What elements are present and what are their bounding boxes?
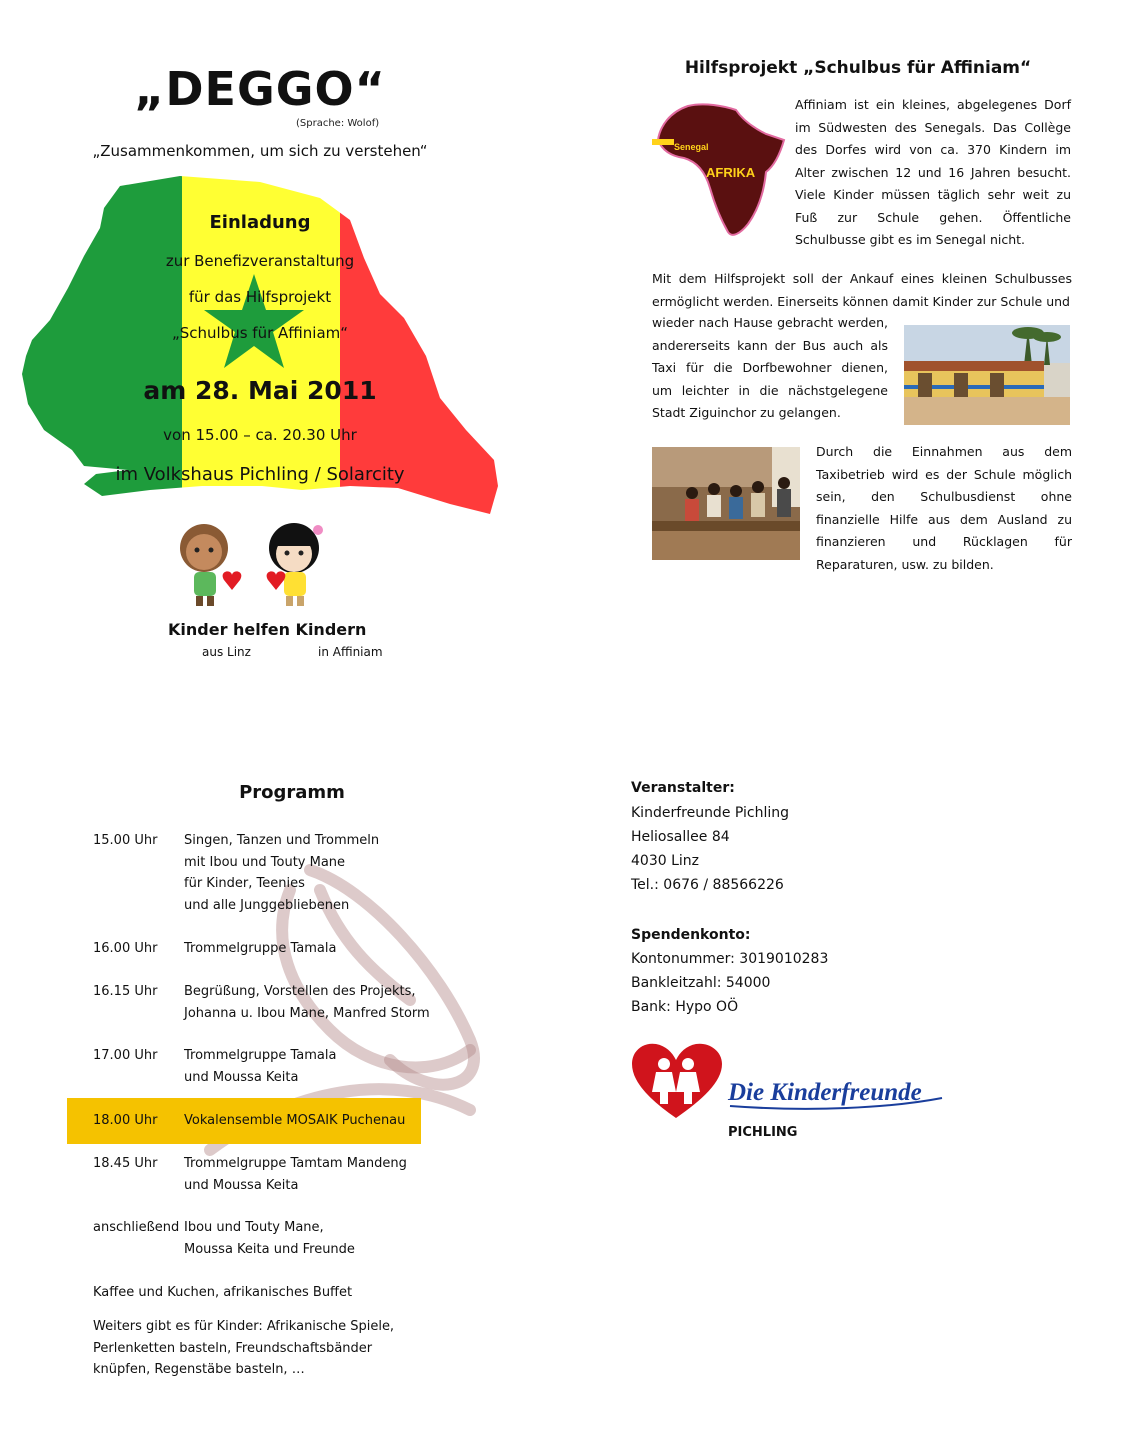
logo-wordmark: Die Kinderfreunde xyxy=(728,1079,922,1106)
programme-time: anschließend xyxy=(93,1220,180,1235)
bank-name: Bank: Hypo OÖ xyxy=(631,999,739,1015)
programme-title: Programm xyxy=(239,782,345,803)
programme-entry: Trommelgruppe Tamala xyxy=(184,941,337,956)
project-title: Hilfsprojekt „Schulbus für Affiniam“ xyxy=(684,58,1032,78)
invitation-line-3: „Schulbus für Affiniam“ xyxy=(171,324,349,342)
programme-time: 18.00 Uhr xyxy=(93,1113,158,1128)
bank-code: Bankleitzahl: 54000 xyxy=(631,975,771,991)
programme-entry: Trommelgruppe Tamala und Moussa Keita xyxy=(184,1048,337,1085)
organizer-name: Kinderfreunde Pichling xyxy=(631,805,790,821)
programme-time: 16.15 Uhr xyxy=(93,984,158,999)
africa-label: AFRIKA xyxy=(706,165,756,180)
senegal-label: Senegal xyxy=(674,142,709,152)
programme-entry: Ibou und Touty Mane, Moussa Keita und Freunde xyxy=(184,1220,355,1257)
programme-entry: Begrüßung, Vorstellen des Projekts, Johanna u. Ibou Mane, Manfred Storm xyxy=(184,984,430,1021)
programme-entry: Singen, Tanzen und Trommeln mit Ibou und Touty Mane für Kinder, Teenies und alle Junggebliebenen xyxy=(184,833,380,913)
organizer-heading: Veranstalter: xyxy=(631,780,735,796)
event-date: am 28. Mai 2011 xyxy=(143,376,377,405)
event-title: „DEGGO“ xyxy=(134,62,386,116)
programme-time: 16.00 Uhr xyxy=(93,941,158,956)
project-paragraph-3: wieder nach Hause gebracht werden, andererseits kann der Bus auch als Taxi für die Dorfbewohner dienen, um leichter in die nächstgelegene Stadt Ziguinchor zu gelangen. xyxy=(652,315,888,420)
logo-subtitle: PICHLING xyxy=(728,1125,798,1140)
invitation-heading: Einladung xyxy=(209,212,311,233)
invitation-line-2: für das Hilfsprojekt xyxy=(188,288,332,306)
event-subtitle: „Zusammenkommen, um sich zu verstehen“ xyxy=(92,142,428,160)
project-paragraph-2: Mit dem Hilfsprojekt soll der Ankauf eines kleinen Schulbusses ermöglicht werden. Einerseits können damit Kinder zur Schule und xyxy=(652,271,1072,309)
event-venue: im Volkshaus Pichling / Solarcity xyxy=(115,464,405,485)
kids-to: in Affiniam xyxy=(318,645,383,659)
project-paragraph-4: Durch die Einnahmen aus dem Taxibetrieb wird es der Schule möglich sein, den Schulbusdienst ohne finanzielle Hilfe aus dem Ausland zu finanzieren und Rücklagen für Reparaturen, usw. zu bilden. xyxy=(816,444,1072,572)
organizer-city: 4030 Linz xyxy=(631,853,699,869)
food-note: Kaffee und Kuchen, afrikanisches Buffet xyxy=(93,1285,353,1300)
programme-time: 15.00 Uhr xyxy=(93,833,158,848)
kids-slogan: Kinder helfen Kindern xyxy=(168,620,367,639)
project-paragraph-1: Affiniam ist ein kleines, abgelegenes Dorf im Südwesten des Senegals. Das Collège des Dorfes wird von ca. 370 Kindern im Alter zwischen 12 und 16 Jahren besucht. Viele Kinder müssen täglich sehr weit zu Fuß zur Schule gehen. Öffentliche Schulbusse gibt es im Senegal nicht. xyxy=(795,97,1071,247)
account-number: Kontonummer: 3019010283 xyxy=(631,951,829,967)
school-building-photo xyxy=(904,325,1070,425)
programme-entry: Trommelgruppe Tamtam Mandeng und Moussa Keita xyxy=(184,1156,407,1193)
programme-entry: Vokalensemble MOSAIK Puchenau xyxy=(184,1113,406,1128)
programme-time: 18.45 Uhr xyxy=(93,1156,158,1171)
account-heading: Spendenkonto: xyxy=(631,927,751,943)
classroom-photo xyxy=(652,447,800,560)
event-time: von 15.00 – ca. 20.30 Uhr xyxy=(163,426,357,444)
africa-map xyxy=(648,100,788,242)
language-note: (Sprache: Wolof) xyxy=(296,118,380,129)
kids-from: aus Linz xyxy=(202,645,251,659)
invitation-line-1: zur Benefizveranstaltung xyxy=(165,252,355,270)
organizer-phone: Tel.: 0676 / 88566226 xyxy=(631,877,784,893)
organizer-street: Heliosallee 84 xyxy=(631,829,730,845)
kinderfreunde-logo xyxy=(630,1042,950,1122)
kids-activities: Weiters gibt es für Kinder: Afrikanische Spiele, Perlenketten basteln, Freundschaftsbänder knüpfen, Regenstäbe basteln, … xyxy=(93,1319,395,1377)
kids-illustration xyxy=(172,522,352,614)
programme-time: 17.00 Uhr xyxy=(93,1048,158,1063)
